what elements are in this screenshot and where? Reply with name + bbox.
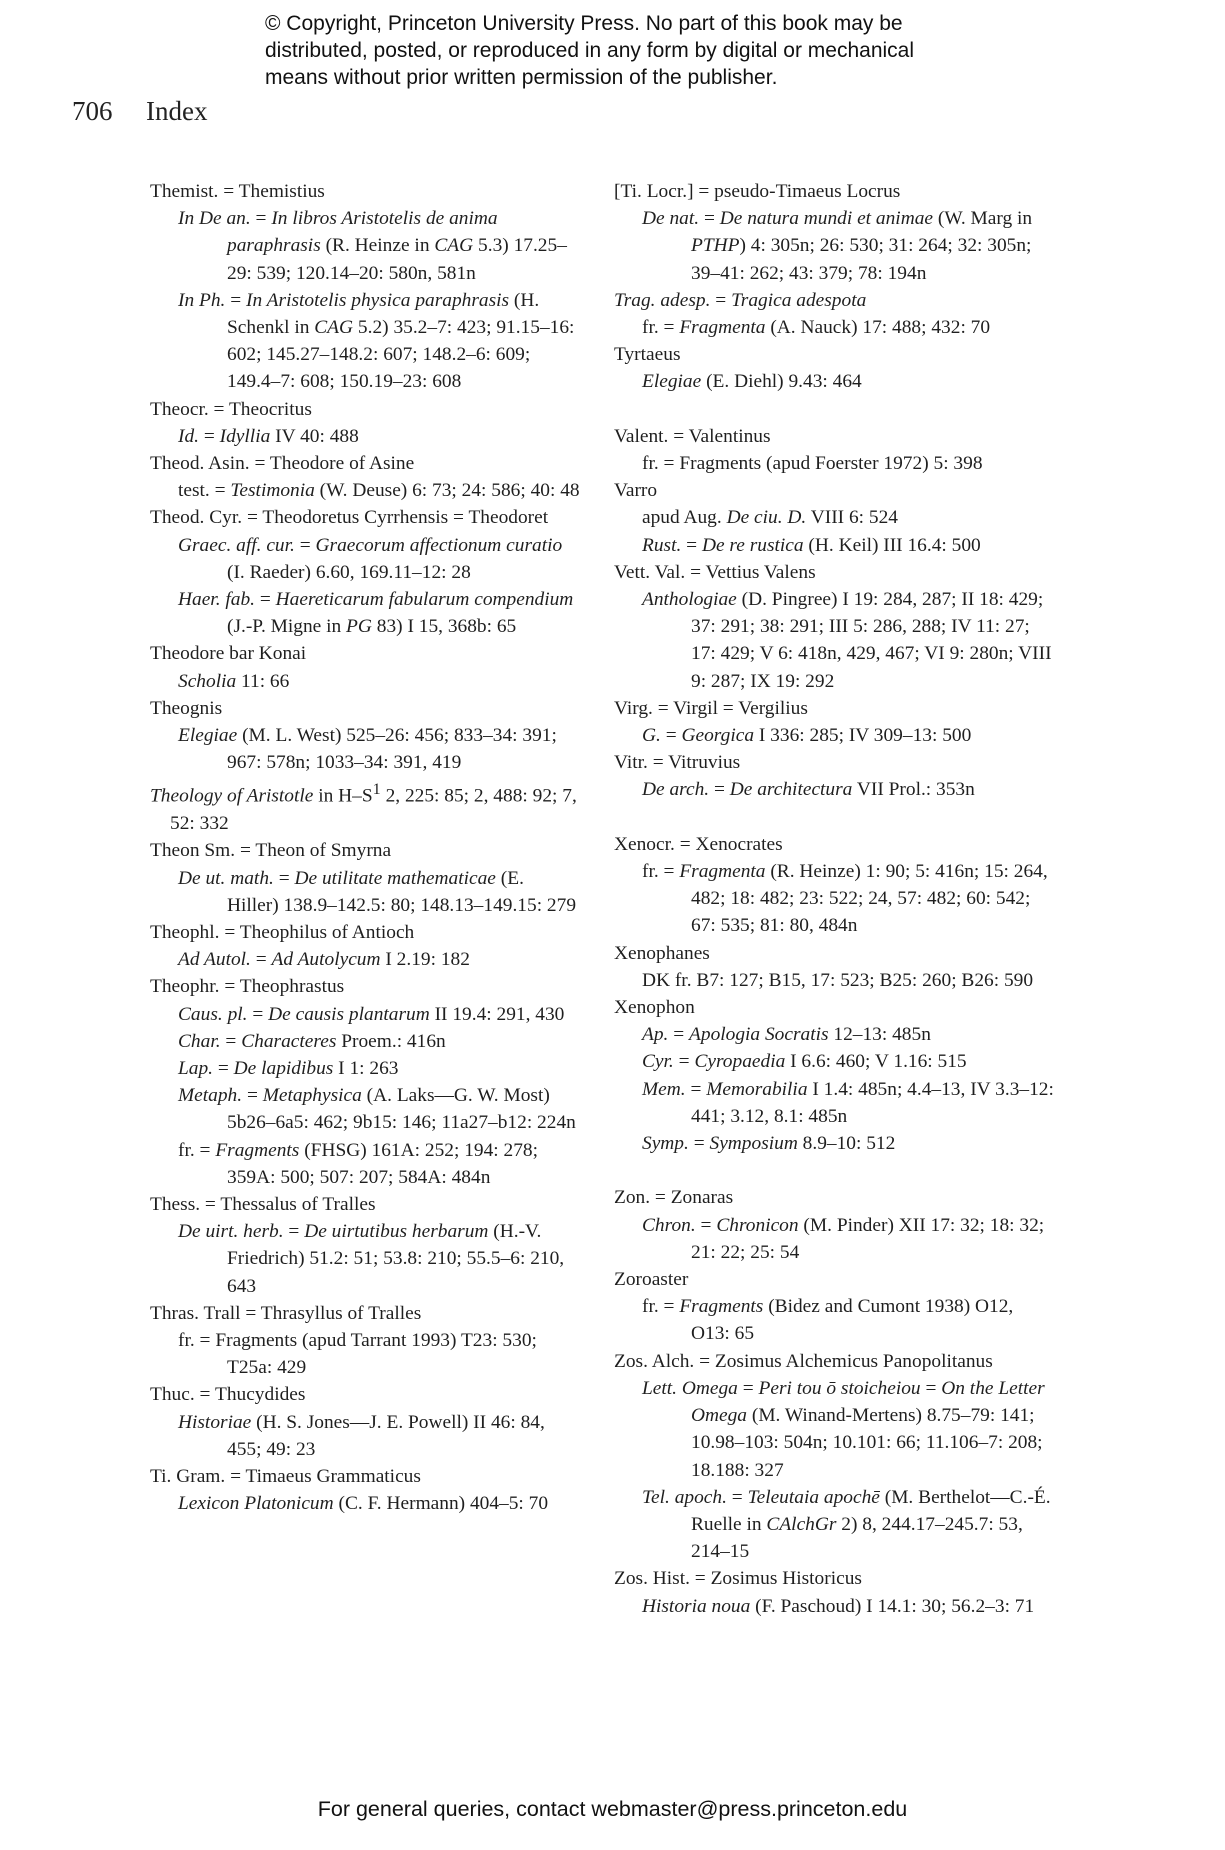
copyright-line-3: means without prior written permission of the publisher. (265, 66, 778, 89)
index-subentry: Ad Autol. = Ad Autolycum I 2.19: 182 (178, 949, 470, 971)
index-heading: Thras. Trall = Thrasyllus of Tralles (150, 1302, 422, 1324)
index-heading: Theophr. = Theophrastus (150, 976, 345, 998)
index-heading: Theology of Aristotle in $H-S^1$ 2, 225: 85; 2, 488: 92; 7, 52: 332 (150, 781, 577, 835)
index-heading: Ti. Gram. = Timaeus Grammaticus (150, 1466, 421, 1488)
index-subentry: Symp. = Symposium 8.9–10: 512 (642, 1133, 896, 1155)
index-subentry: De ut. math. = De utilitate mathematicae (E. Hiller) 138.9–142.5: 80; 148.13–149.15: 279 (178, 867, 577, 916)
index-subentry: Lett. Omega = Peri tou ō stoicheiou = On the Letter Omega (M. Winand-Mertens) 8.75–79: 141; 10.98–103: 504n; 10.101: 66; 11.106–7: 208; 18.188: 327 (642, 1377, 1045, 1481)
copyright-line-2: distributed, posted, or reproduced in any form by digital or mechanical (265, 39, 915, 62)
index-subentry: G. = Georgica I 336: 285; IV 309–13: 500 (642, 725, 972, 747)
index-heading: Theod. Asin. = Theodore of Asine (150, 453, 415, 475)
index-subentry: De uirt. herb. = De uirtutibus herbarum (H.-V. Friedrich) 51.2: 51; 53.8: 210; 55.5–6: 210, 643 (178, 1221, 565, 1297)
index-subentry: fr. = Fragmenta (R. Heinze) 1: 90; 5: 416n; 15: 264, 482; 18: 482; 23: 522; 24, 57: 482; 60: 542; 67: 535; 81: 80, 484n (642, 861, 1048, 937)
index-heading: Theognis (150, 697, 223, 719)
index-subentry: apud Aug. De ciu. D. VIII 6: 524 (642, 507, 899, 529)
index-subentry: De arch. = De architectura VII Prol.: 353n (642, 779, 975, 801)
index-heading: Theocr. = Theocritus (150, 398, 312, 420)
index-subentry: In De an. = In libros Aristotelis de anima paraphrasis (R. Heinze in CAG 5.3) 17.25–29: 539; 120.14–20: 580n, 581n (178, 208, 567, 284)
index-subentry: Caus. pl. = De causis plantarum II 19.4: 291, 430 (178, 1003, 565, 1025)
index-subentry: Elegiae (M. L. West) 525–26: 456; 833–34: 391; 967: 578n; 1033–34: 391, 419 (178, 725, 557, 774)
index-heading: Zos. Hist. = Zosimus Historicus (614, 1568, 862, 1590)
section-gap (614, 804, 1054, 831)
index-subentry: Ap. = Apologia Socratis 12–13: 485n (642, 1024, 931, 1046)
index-heading: Vett. Val. = Vettius Valens (614, 561, 816, 583)
index-subentry: Tel. apoch. = Teleutaia apochē (M. Berthelot—C.-É. Ruelle in CAlchGr 2) 8, 244.17–245.7: 53, 214–15 (642, 1486, 1051, 1563)
index-subentry: Rust. = De re rustica (H. Keil) III 16.4: 500 (642, 534, 981, 556)
index-heading: Xenophanes (614, 942, 710, 964)
running-title: Index (146, 96, 208, 126)
index-heading: Themist. = Themistius (150, 181, 325, 202)
index-heading: Virg. = Virgil = Vergilius (614, 697, 808, 719)
index-subentry: fr. = Fragmenta (A. Nauck) 17: 488; 432: 70 (642, 317, 991, 339)
index-subentry: Id. = Idyllia IV 40: 488 (178, 425, 359, 447)
index-heading: Xenocr. = Xenocrates (614, 833, 783, 855)
index-subentry: Historia noua (F. Paschoud) I 14.1: 30; 56.2–3: 71 (642, 1595, 1035, 1617)
section-gap (614, 396, 1054, 423)
index-heading: Zos. Alch. = Zosimus Alchemicus Panopolitanus (614, 1350, 993, 1372)
index-heading: [Ti. Locr.] = pseudo-Timaeus Locrus (614, 181, 901, 202)
index-subentry: Anthologiae (D. Pingree) I 19: 284, 287; II 18: 429; 37: 291; 38: 291; III 5: 286, 288; IV 11: 27; 17: 429; V 6: 418n, 429, 467; VI 9: 280n; VIII 9: 287; IX 19: 292 (642, 589, 1052, 692)
index-subentry: Chron. = Chronicon (M. Pinder) XII 17: 32; 18: 32; 21: 22; 25: 54 (642, 1214, 1045, 1263)
index-subentry: Graec. aff. cur. = Graecorum affectionum curatio (I. Raeder) 6.60, 169.11–12: 28 (178, 534, 563, 583)
index-heading: Trag. adesp. = Tragica adespota (614, 289, 867, 311)
index-column-right (614, 178, 1054, 1620)
copyright-line-1: © Copyright, Princeton University Press. No part of this book may be (265, 12, 903, 35)
index-heading: Theon Sm. = Theon of Smyrna (150, 840, 392, 862)
index-subentry: Elegiae (E. Diehl) 9.43: 464 (642, 371, 862, 393)
index-heading: Theod. Cyr. = Theodoretus Cyrrhensis = Theodoret (150, 507, 549, 529)
index-subentry: Lexicon Platonicum (C. F. Hermann) 404–5: 70 (178, 1493, 549, 1515)
index-subentry: In Ph. = In Aristotelis physica paraphrasis (H. Schenkl in CAG 5.2) 35.2–7: 423; 91.15–16: 602; 145.27–148.2: 607; 148.2–6: 609; 149.4–7: 608; 150.19–23: 608 (178, 289, 575, 393)
index-subentry: fr. = Fragments (Bidez and Cumont 1938) O12, O13: 65 (642, 1296, 1014, 1345)
index-heading: Zon. = Zonaras (614, 1187, 734, 1209)
index-subentry: Historiae (H. S. Jones—J. E. Powell) II 46: 84, 455; 49: 23 (178, 1411, 545, 1460)
index-column-left (150, 178, 580, 1517)
index-heading: Vitr. = Vitruvius (614, 752, 741, 774)
page-number: 706 (72, 96, 113, 126)
index-subentry: Cyr. = Cyropaedia I 6.6: 460; V 1.16: 515 (642, 1051, 967, 1073)
index-subentry: test. = Testimonia (W. Deuse) 6: 73; 24: 586; 40: 48 (178, 480, 580, 502)
index-subentry: Scholia 11: 66 (178, 670, 290, 692)
index-subentry: Lap. = De lapidibus I 1: 263 (178, 1057, 399, 1079)
section-gap (614, 1157, 1054, 1184)
index-heading: Varro (614, 480, 658, 502)
copyright-notice (265, 10, 985, 91)
index-heading: Zoroaster (614, 1269, 689, 1291)
index-subentry: Char. = Characteres Proem.: 416n (178, 1030, 446, 1052)
index-subentry: fr. = Fragments (FHSG) 161A: 252; 194: 278; 359A: 500; 507: 207; 584A: 484n (178, 1139, 538, 1188)
index-subentry: DK fr. B7: 127; B15, 17: 523; B25: 260; B26: 590 (642, 969, 1034, 991)
index-subentry: Mem. = Memorabilia I 1.4: 485n; 4.4–13, IV 3.3–12: 441; 3.12, 8.1: 485n (642, 1078, 1054, 1127)
index-subentry: fr. = Fragments (apud Foerster 1972) 5: 398 (642, 453, 983, 475)
index-heading: Valent. = Valentinus (614, 425, 771, 447)
index-heading: Theophl. = Theophilus of Antioch (150, 921, 415, 943)
index-heading: Tyrtaeus (614, 344, 681, 366)
index-subentry: Metaph. = Metaphysica (A. Laks—G. W. Most) 5b26–6a5: 462; 9b15: 146; 11a27–b12: 224n (178, 1085, 576, 1134)
index-subentry: fr. = Fragments (apud Tarrant 1993) T23: 530; T25a: 429 (178, 1330, 537, 1379)
index-heading: Theodore bar Konai (150, 643, 307, 665)
footer-contact: For general queries, contact webmaster@press.princeton.edu (317, 1797, 908, 1821)
index-subentry: Haer. fab. = Haereticarum fabularum compendium (J.-P. Migne in PG 83) I 15, 368b: 65 (178, 589, 574, 638)
index-heading: Xenophon (614, 997, 695, 1019)
index-subentry: De nat. = De natura mundi et animae (W. Marg in PTHP) 4: 305n; 26: 530; 31: 264; 32: 305n; 39–41: 262; 43: 379; 78: 194n (642, 208, 1033, 284)
running-header (72, 96, 207, 127)
index-heading: Thuc. = Thucydides (150, 1384, 306, 1406)
index-heading: Thess. = Thessalus of Tralles (150, 1193, 376, 1215)
